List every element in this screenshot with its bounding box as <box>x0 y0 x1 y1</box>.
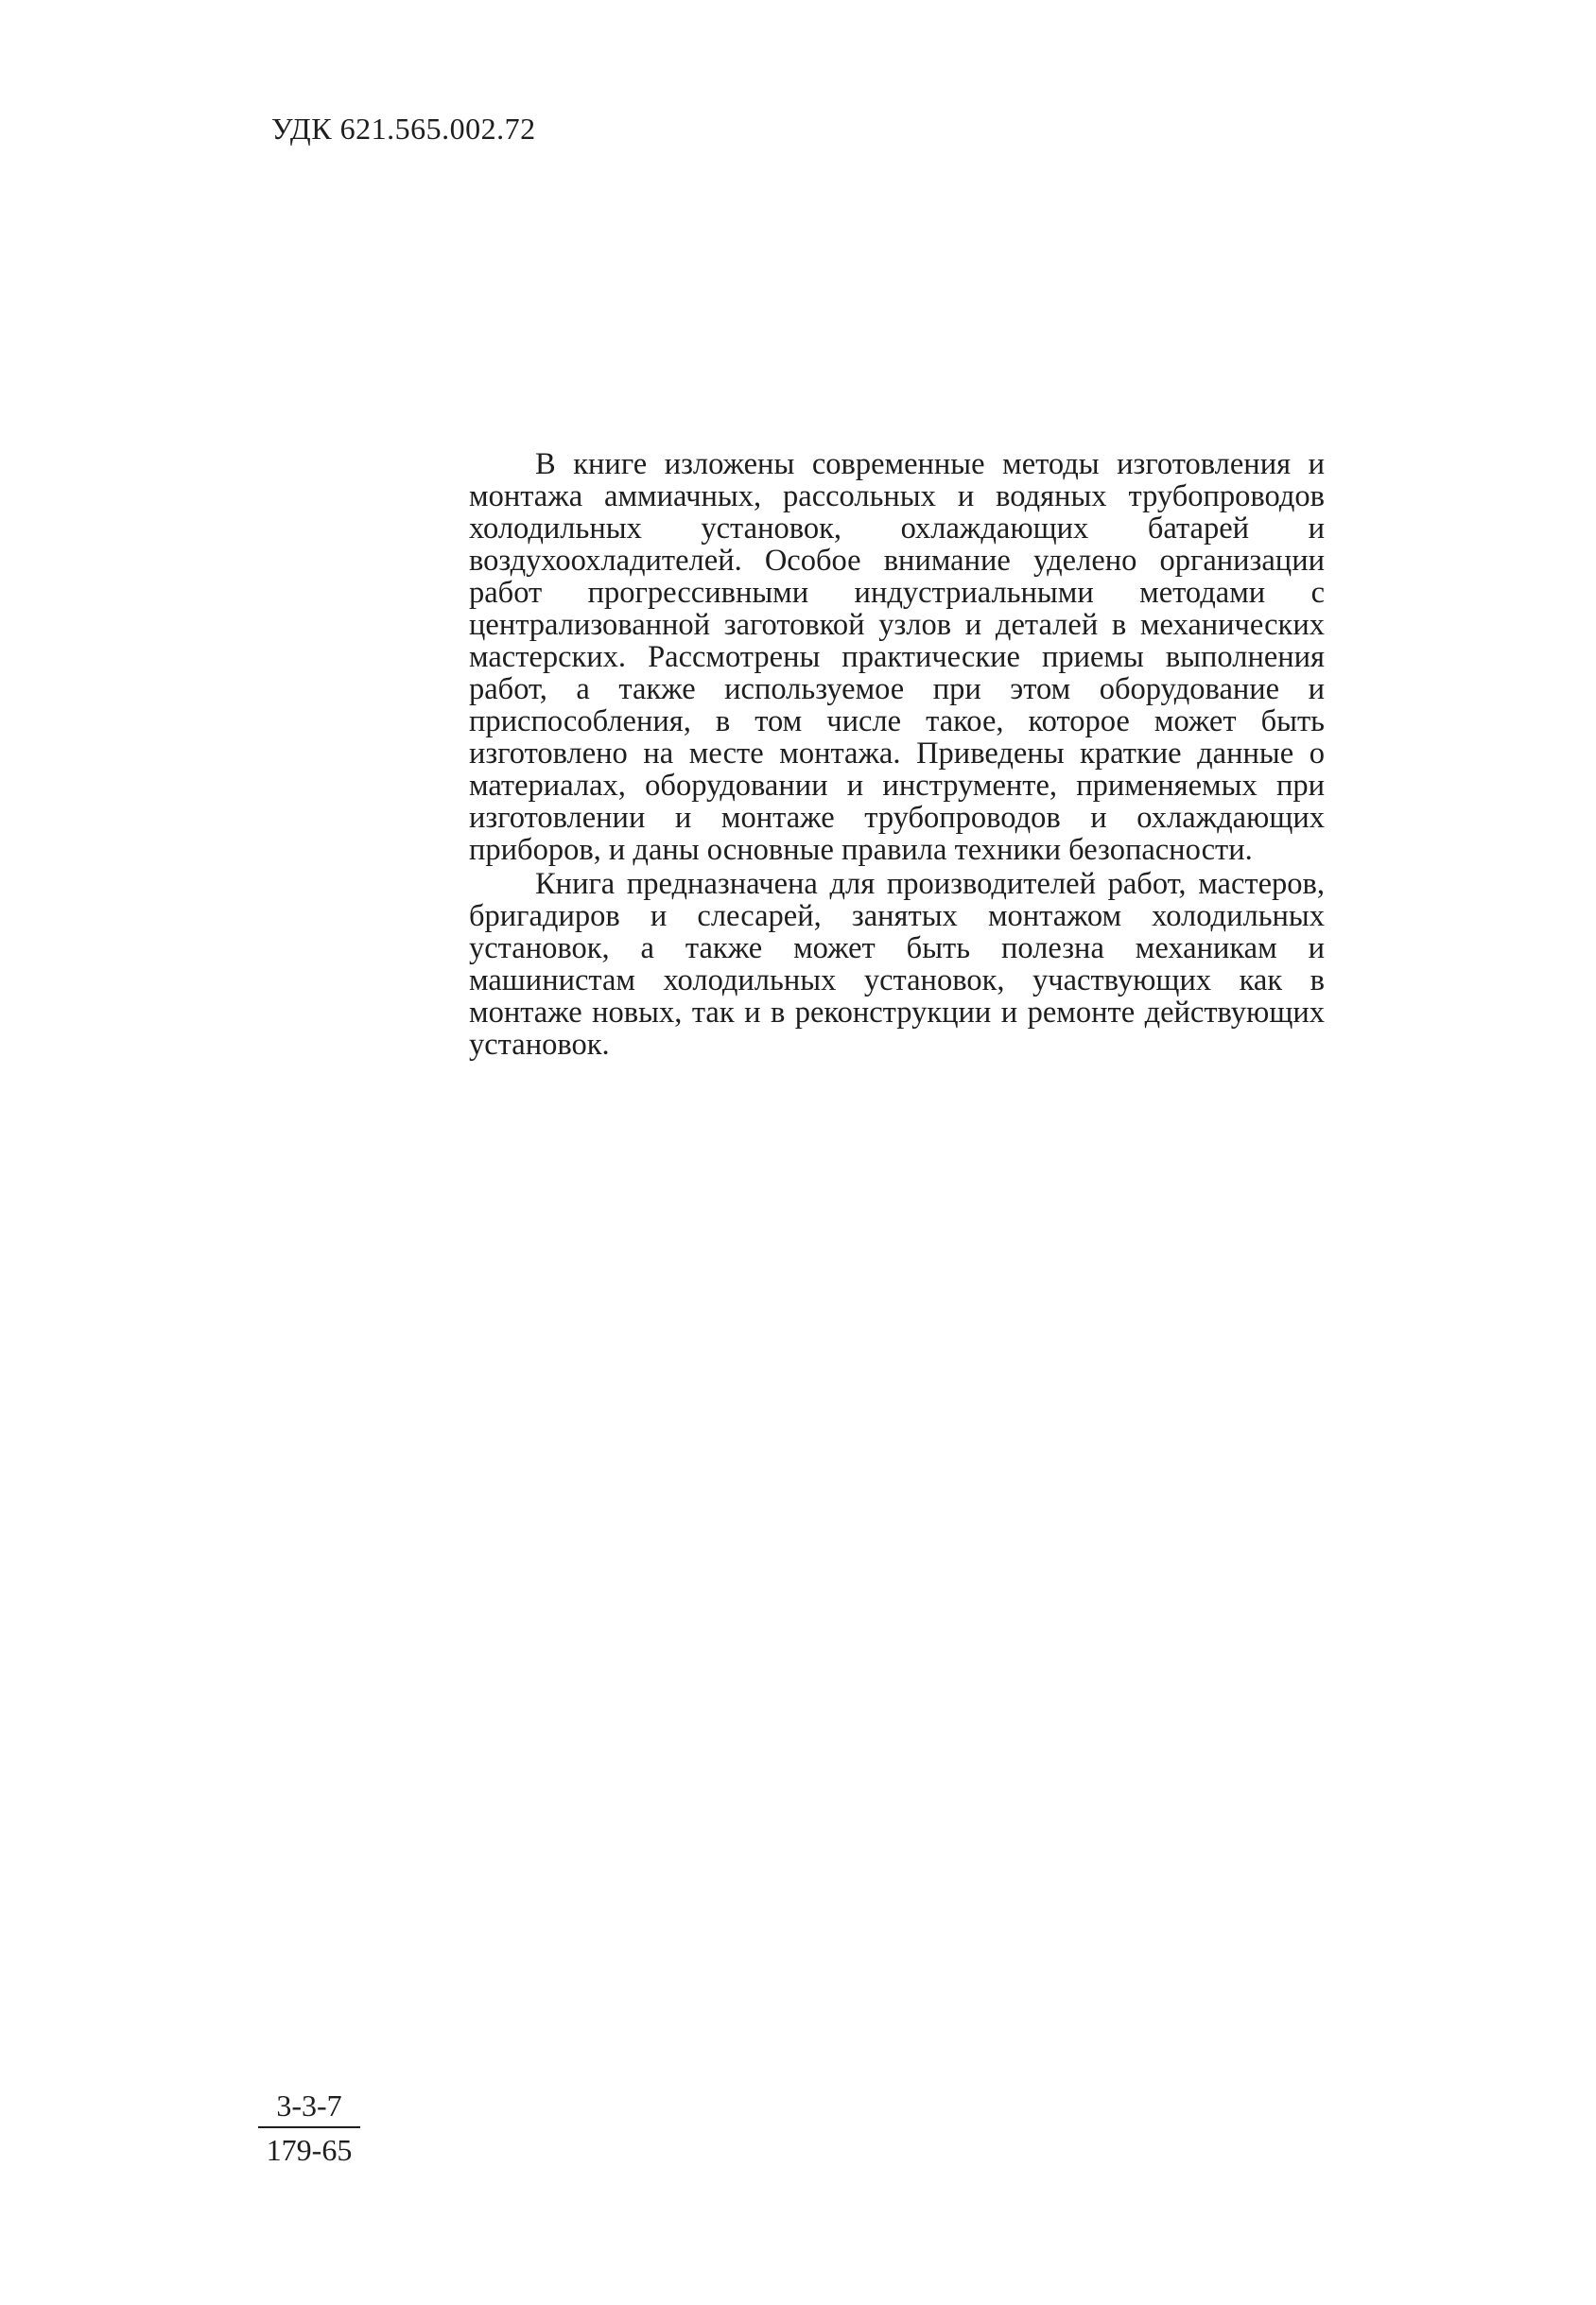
publication-code <box>258 2088 360 2168</box>
publication-code-denominator: 179-65 <box>266 2133 353 2167</box>
abstract-paragraph-description: В книге изложены современные методы изготовления и монтажа аммиачных, рассольных и водяных трубопроводов холодильных установок, охлаждающих батарей и воздухоохладителей. Особое внимание уделено организации работ прогрессивными индустриальными методами с централизованной заготовкой узлов и деталей в механических мастерских. Рассмотрены практические приемы выполнения работ, а также используемое при этом оборудование и приспособления, в том числе такое, которое может быть изготовлено на месте монтажа. Приведены краткие данные о материалах, оборудовании и инструменте, применяемых при изготовлении и монтаже трубопроводов и охлаждающих приборов, и даны основные правила техники безопасности. <box>469 447 1325 867</box>
abstract-paragraph-audience: Книга предназначена для производителей работ, мастеров, бригадиров и слесарей, занятых монтажом холодильных установок, а также может быть полезна механикам и машинистам холодильных установок, участвующих как в монтаже новых, так и в реконструкции и ремонте действующих установок. <box>469 867 1325 1062</box>
fraction-divider <box>258 2126 360 2128</box>
udc-classification: УДК 621.565.002.72 <box>271 112 536 146</box>
publication-code-numerator: 3-3-7 <box>276 2088 342 2123</box>
book-abstract <box>469 448 1325 1061</box>
